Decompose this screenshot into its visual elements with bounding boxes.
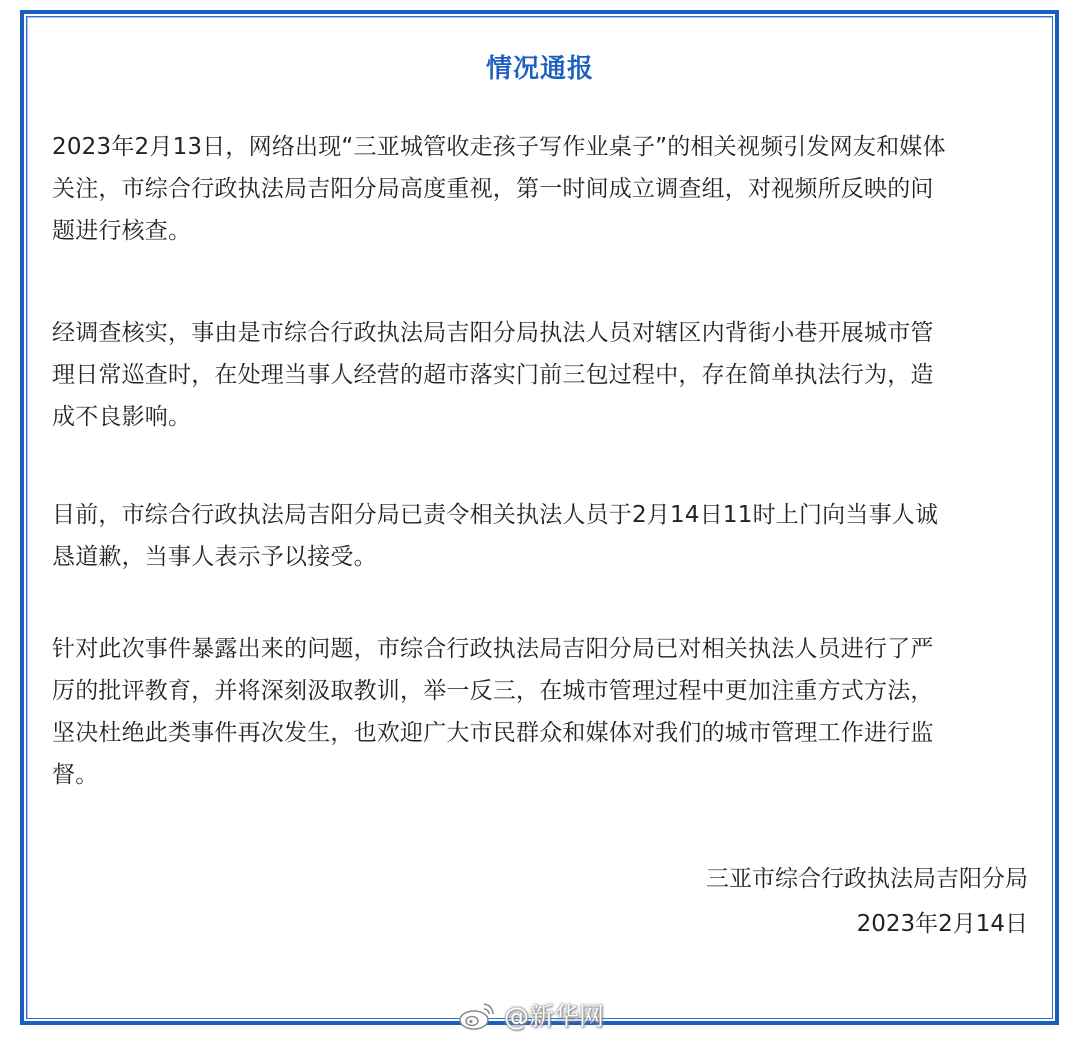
paragraph-3	[52, 494, 1032, 578]
watermark-text: @新华网	[504, 1002, 605, 1031]
signature-organization: 三亚市综合行政执法局吉阳分局	[706, 866, 1028, 892]
paragraph-line: 坚决杜绝此类事件再次发生，也欢迎广大市民群众和媒体对我们的城市管理工作进行监	[52, 720, 934, 746]
paragraph-line: 2023年2月13日，网络出现“三亚城管收走孩子写作业桌子”的相关视频引发网友和媒体	[52, 134, 946, 160]
paragraph-line: 成不良影响。	[52, 404, 192, 430]
paragraph-line: 理日常巡查时，在处理当事人经营的超市落实门前三包过程中，存在简单执法行为，造	[52, 362, 934, 388]
paragraph-2	[52, 312, 1032, 438]
paragraph-line: 厉的批评教育，并将深刻汲取教训，举一反三，在城市管理过程中更加注重方式方法，	[52, 678, 934, 704]
paragraph-line: 恳道歉，当事人表示予以接受。	[52, 544, 377, 570]
paragraph-4	[52, 628, 1032, 796]
paragraph-line: 关注，市综合行政执法局吉阳分局高度重视，第一时间成立调查组，对视频所反映的问	[52, 176, 934, 202]
document-title: 情况通报	[485, 54, 594, 84]
paragraph-line: 督。	[52, 762, 99, 788]
paragraph-line: 题进行核查。	[52, 218, 192, 244]
weibo-icon	[458, 998, 498, 1032]
paragraph-1	[52, 126, 1032, 252]
paragraph-line: 目前，市综合行政执法局吉阳分局已责令相关执法人员于2月14日11时上门向当事人诚	[52, 502, 939, 528]
paragraph-line: 经调查核实，事由是市综合行政执法局吉阳分局执法人员对辖区内背街小巷开展城市管	[52, 320, 934, 346]
signature-date: 2023年2月14日	[856, 911, 1028, 937]
paragraph-line: 针对此次事件暴露出来的问题，市综合行政执法局吉阳分局已对相关执法人员进行了严	[52, 636, 934, 662]
watermark	[458, 995, 604, 1035]
